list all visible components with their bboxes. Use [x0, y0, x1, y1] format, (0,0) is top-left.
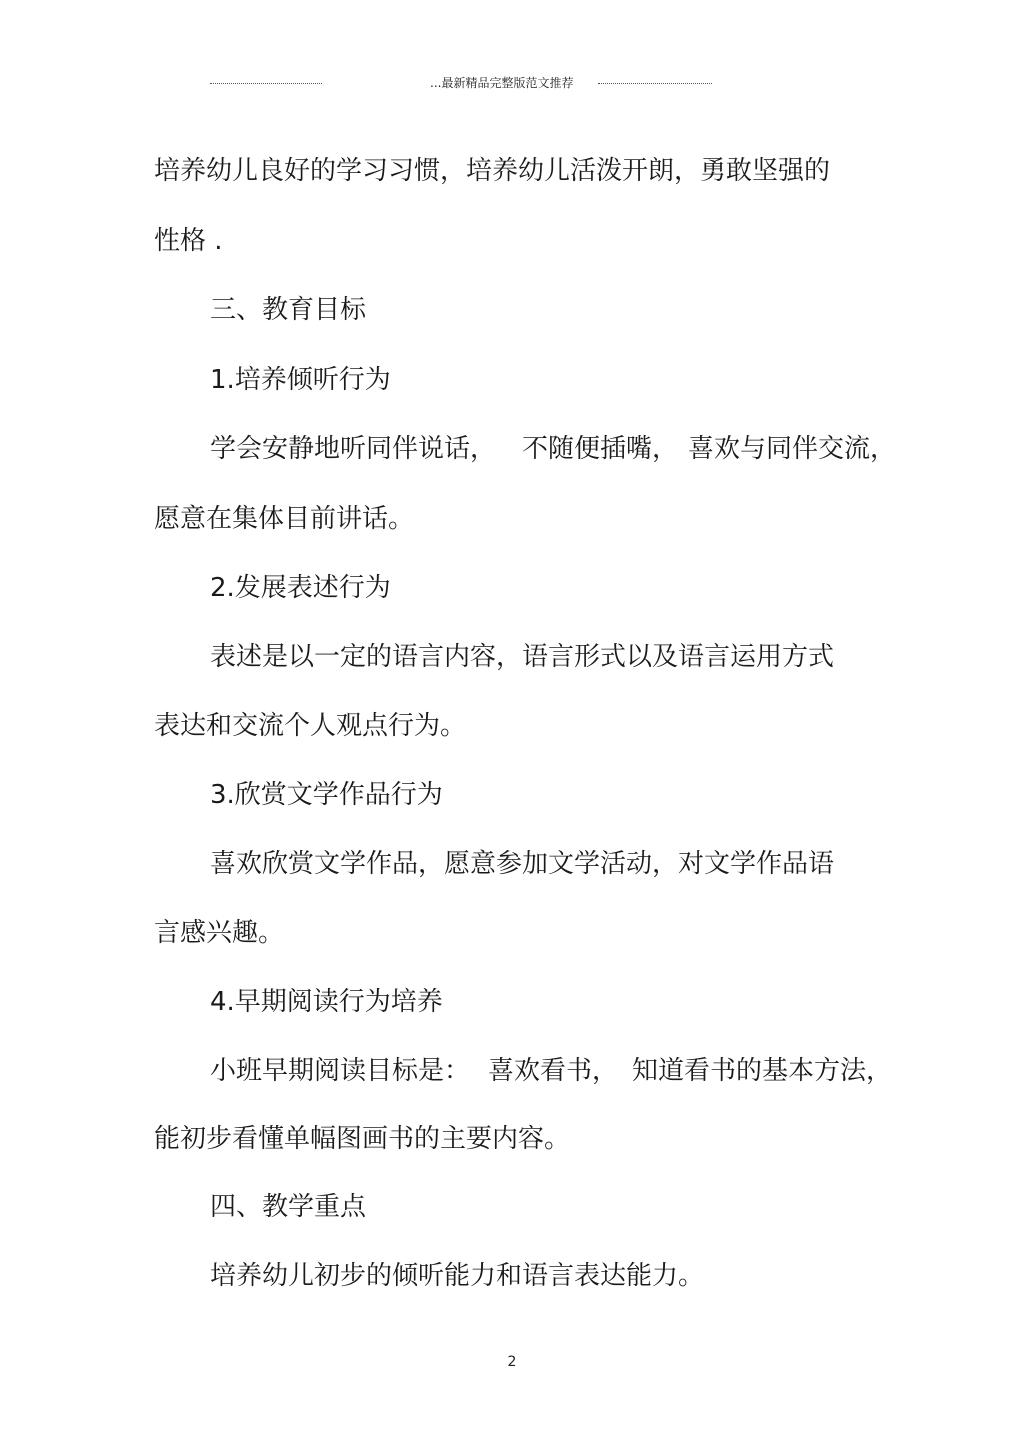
paragraph-line: 性格 . — [154, 226, 223, 256]
text-segment: 喜欢看书， — [488, 1056, 619, 1086]
paragraph-line: 表述是以一定的语言内容，语言形式以及语言运用方式 — [210, 642, 835, 672]
page-number: 2 — [507, 1354, 517, 1370]
text-segment: 小班早期阅读目标是： — [210, 1056, 471, 1086]
section-heading-key-points: 四、教学重点 — [210, 1192, 367, 1222]
text-segment: 不随便插嘴， — [522, 434, 679, 464]
item-heading-expression: 2.发展表述行为 — [210, 573, 391, 603]
paragraph-line — [210, 1054, 892, 1088]
paragraph-line: 培养幼儿良好的学习习惯，培养幼儿活泼开朗，勇敢坚强的 — [154, 156, 831, 186]
paragraph-line: 言感兴趣。 — [154, 918, 285, 948]
item-heading-literature: 3.欣赏文学作品行为 — [210, 780, 443, 810]
item-heading-listening: 1.培养倾听行为 — [210, 365, 391, 395]
header-dotted-rule-right — [598, 83, 712, 84]
section-heading-goals: 三、教育目标 — [210, 295, 367, 325]
header-text: ...最新精品完整版范文推荐 — [430, 76, 574, 90]
page-header — [0, 74, 1024, 94]
paragraph-line — [210, 432, 896, 466]
text-segment: 喜欢与同伴交流， — [688, 434, 897, 464]
header-dotted-rule-left — [210, 83, 322, 84]
item-heading-reading: 4.早期阅读行为培养 — [210, 987, 443, 1017]
paragraph-line: 培养幼儿初步的倾听能力和语言表达能力。 — [210, 1261, 705, 1291]
paragraph-line: 喜欢欣赏文学作品，愿意参加文学活动，对文学作品语 — [210, 849, 835, 879]
paragraph-line: 表达和交流个人观点行为。 — [154, 711, 467, 741]
text-segment: 学会安静地听同伴说话， — [210, 434, 497, 464]
paragraph-line: 能初步看懂单幅图画书的主要内容。 — [154, 1124, 571, 1154]
text-segment: 知道看书的基本方法， — [632, 1056, 893, 1086]
paragraph-line: 愿意在集体目前讲话。 — [154, 504, 415, 534]
